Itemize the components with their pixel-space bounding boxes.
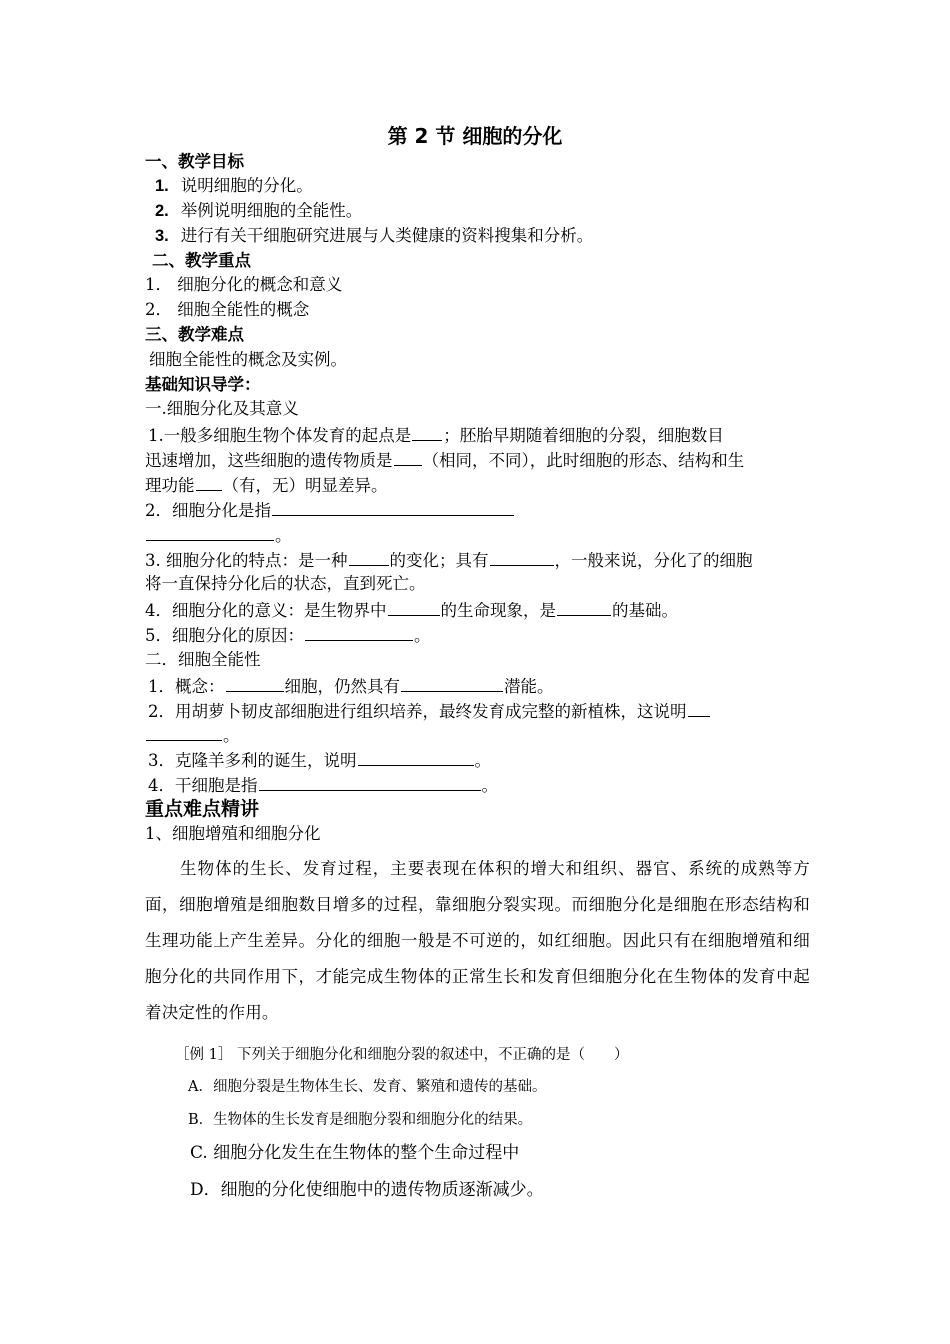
key-point-1: 1． 细胞分化的概念和意义 <box>145 275 343 294</box>
answer-blank <box>196 472 222 491</box>
page-title: 第 2 节 细胞的分化 <box>387 124 563 148</box>
text: 的生命现象，是 <box>440 601 556 620</box>
objective-item-3 <box>155 224 593 248</box>
text: 细胞，仍然具有 <box>284 677 400 696</box>
answer-blank <box>358 747 474 766</box>
answer-blank <box>412 422 442 441</box>
objective-item-1 <box>155 174 313 198</box>
question-2-line-1 <box>145 497 515 523</box>
question-2-line-2 <box>145 522 292 548</box>
key-points-heading: 二、教学重点 <box>152 251 251 270</box>
answer-blank <box>272 497 514 516</box>
text: 2．细胞分化是指 <box>145 501 271 520</box>
text: 。 <box>275 526 292 545</box>
objective-item-2 <box>155 199 362 223</box>
text: （有，无）明显差异。 <box>222 476 388 495</box>
question-4 <box>145 597 678 623</box>
difficulties-text: 细胞全能性的概念及实例。 <box>149 350 347 369</box>
question-3-line-2: 将一直保持分化后的状态，直到死亡。 <box>145 574 426 593</box>
text: ，一般来说，分化了的细胞 <box>554 551 753 570</box>
text: 5．细胞分化的原因： <box>145 626 304 645</box>
guide-section-2: 二．细胞全能性 <box>145 650 261 669</box>
text: 4．细胞分化的意义：是生物界中 <box>145 601 387 620</box>
objectives-heading: 一、教学目标 <box>145 152 244 171</box>
answer-blank <box>388 597 440 616</box>
objective-num: 3. <box>155 227 169 245</box>
question-1-line-3 <box>145 472 388 498</box>
text: 。 <box>481 776 498 795</box>
objective-text: 进行有关干细胞研究进展与人类健康的资料搜集和分析。 <box>180 226 594 245</box>
answer-blank <box>349 547 389 566</box>
potency-question-2-line-2 <box>145 722 240 748</box>
objective-text: 说明细胞的分化。 <box>180 176 313 195</box>
text: 。 <box>414 626 431 645</box>
question-5 <box>145 622 431 648</box>
text: （相同，不同），此时细胞的形态、结构和生 <box>422 451 745 470</box>
example-stem: ［例 1］ 下列关于细胞分化和细胞分裂的叙述中，不正确的是（ ） <box>175 1047 629 1063</box>
text: 3．克隆羊多利的诞生，说明 <box>148 751 357 770</box>
text: 理功能 <box>145 476 195 495</box>
answer-blank <box>557 597 611 616</box>
potency-question-2-line-1 <box>148 698 711 724</box>
answer-blank <box>146 522 274 541</box>
guide-section-1: 一.细胞分化及其意义 <box>145 399 299 418</box>
text: 4．干细胞是指 <box>148 776 258 795</box>
text: ；胚胎早期随着细胞的分裂，细胞数目 <box>443 426 724 445</box>
potency-question-3 <box>148 747 491 773</box>
focus-heading: 重点难点精讲 <box>145 798 260 820</box>
text: 1.一般多细胞生物个体发育的起点是 <box>148 426 412 445</box>
difficulties-heading: 三、教学难点 <box>145 325 244 344</box>
guide-heading: 基础知识导学： <box>145 375 261 394</box>
answer-blank <box>146 722 222 741</box>
text: 2．用胡萝卜韧皮部细胞进行组织培养，最终发育成完整的新植株，这说明 <box>148 702 687 721</box>
question-1-line-1 <box>148 422 724 448</box>
text: 。 <box>474 751 491 770</box>
text: 。 <box>223 726 240 745</box>
example-option-c: C. 细胞分化发生在生物体的整个生命过程中 <box>190 1143 520 1163</box>
answer-blank <box>688 698 710 717</box>
focus-paragraph: 生物体的生长、发育过程，主要表现在体积的增大和组织、器官、系统的成熟等方面，细胞增殖是细胞数目增多的过程，靠细胞分裂实现。而细胞分化是细胞在形态结构和生理功能上产生差异。分化的细胞一般是不可逆的，如红细胞。因此只有在细胞增殖和细胞分化的共同作用下，才能完成生物体的正常生长和发育但细胞分化在生物体的发育中起着决定性的作用。 <box>145 859 810 1022</box>
answer-blank <box>259 772 481 791</box>
text: 的基础。 <box>612 601 678 620</box>
answer-blank <box>305 622 413 641</box>
example-option-d: D．细胞的分化使细胞中的遗传物质逐渐减少。 <box>190 1180 544 1200</box>
example-option-a: A．细胞分裂是生物体生长、发育、繁殖和遗传的基础。 <box>188 1079 547 1095</box>
text: 潜能。 <box>504 677 554 696</box>
text: 1．概念： <box>148 677 225 696</box>
potency-question-1 <box>148 673 554 699</box>
text: 迅速增加，这些细胞的遗传物质是 <box>145 451 393 470</box>
text: 的变化；具有 <box>389 551 489 570</box>
key-point-2: 2． 细胞全能性的概念 <box>145 300 310 319</box>
objective-num: 2. <box>155 202 169 220</box>
objective-text: 举例说明细胞的全能性。 <box>180 201 363 220</box>
objective-num: 1. <box>155 177 169 195</box>
example-option-b: B．生物体的生长发育是细胞分裂和细胞分化的结果。 <box>188 1112 533 1128</box>
question-1-line-2 <box>145 447 744 473</box>
text: 3. 细胞分化的特点：是一种 <box>145 551 348 570</box>
answer-blank <box>401 673 503 692</box>
potency-question-4 <box>148 772 498 798</box>
answer-blank <box>490 547 554 566</box>
answer-blank <box>226 673 284 692</box>
question-3-line-1 <box>145 547 753 573</box>
answer-blank <box>394 447 422 466</box>
focus-subheading: 1、细胞增殖和细胞分化 <box>145 824 321 843</box>
